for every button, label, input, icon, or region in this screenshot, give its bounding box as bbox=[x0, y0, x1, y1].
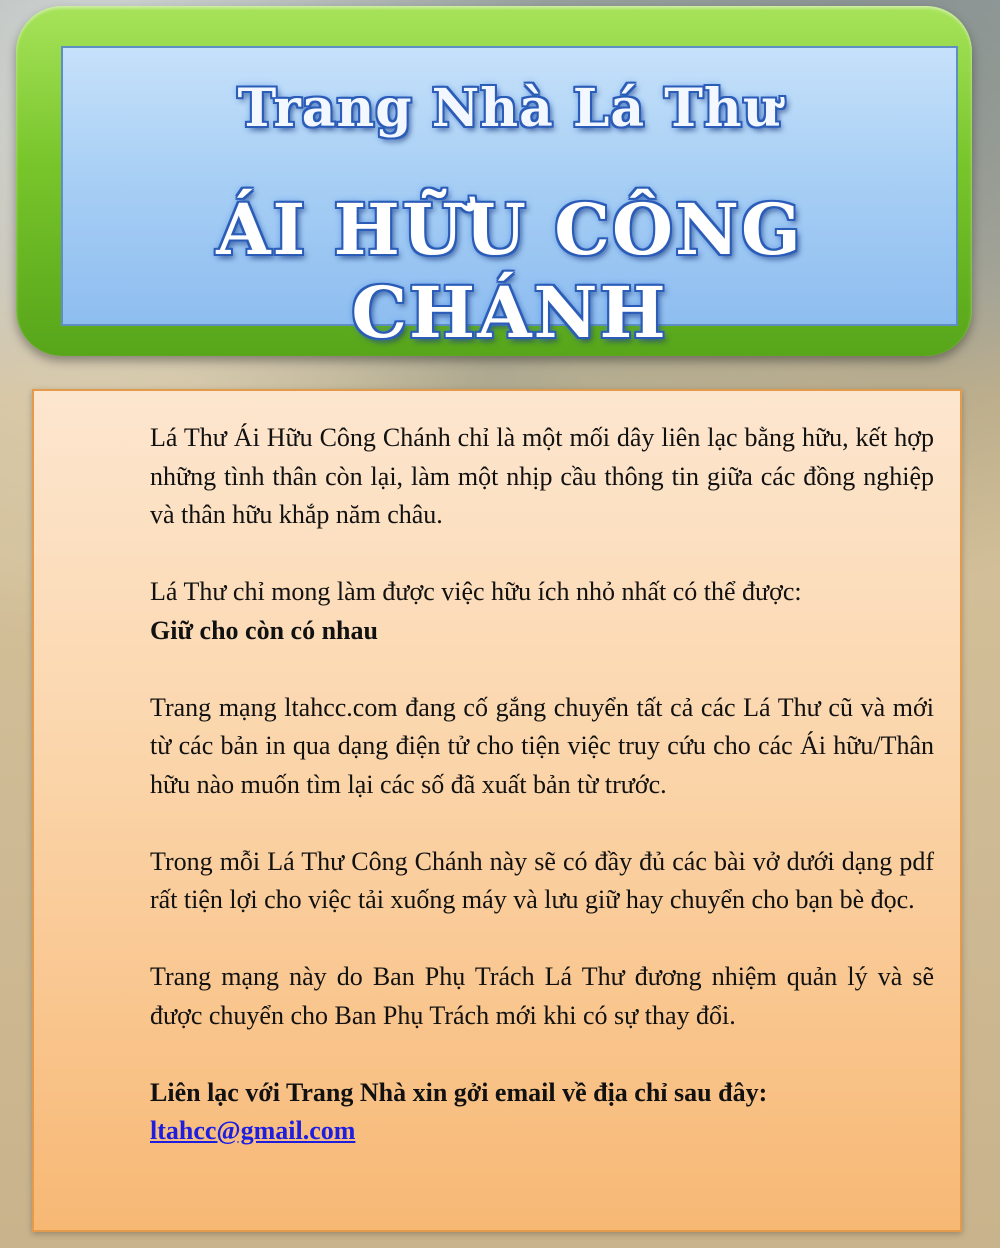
intro-paragraph-3: Trang mạng ltahcc.com đang cố gắng chuyển tất cả các Lá Thư cũ và mới từ các bản in qua dạng điện tử cho tiện việc truy cứu cho các Ái hữu/Thân hữu nào muốn tìm lại các số đã xuất bản từ trước. bbox=[150, 692, 934, 799]
contact-label: Liên lạc với Trang Nhà xin gởi email về địa chỉ sau đây: bbox=[150, 1077, 768, 1107]
contact-section bbox=[150, 1074, 934, 1151]
intro-paragraph-5: Trang mạng này do Ban Phụ Trách Lá Thư đương nhiệm quản lý và sẽ được chuyển cho Ban Phụ Trách mới khi có sự thay đổi. bbox=[150, 962, 934, 1030]
header-title-panel bbox=[61, 46, 958, 354]
site-subtitle: ÁI HỮU CÔNG CHÁNH bbox=[216, 188, 803, 354]
intro-paragraph-1: Lá Thư Ái Hữu Công Chánh chỉ là một mối dây liên lạc bằng hữu, kết hợp những tình thân còn lại, làm một nhịp cầu thông tin giữa các đồng nghiệp và thân hữu khắp năm châu. bbox=[150, 423, 934, 529]
intro-paragraph-2 bbox=[150, 573, 934, 650]
intro-paragraph-2-text: Lá Thư chỉ mong làm được việc hữu ích nhỏ nhất có thể được: bbox=[150, 577, 802, 606]
header-banner bbox=[16, 6, 972, 356]
site-title: Trang Nhà Lá Thư bbox=[237, 78, 782, 139]
intro-content-box bbox=[32, 389, 962, 1232]
intro-paragraph-4: Trong mỗi Lá Thư Công Chánh này sẽ có đầy đủ các bài vở dưới dạng pdf rất tiện lợi cho việc tải xuống máy và lưu giữ hay chuyển cho bạn bè đọc. bbox=[150, 846, 934, 914]
contact-email-link[interactable]: ltahcc@gmail.com bbox=[150, 1116, 356, 1145]
motto: Giữ cho còn có nhau bbox=[150, 615, 378, 645]
intro-text bbox=[150, 419, 934, 1151]
